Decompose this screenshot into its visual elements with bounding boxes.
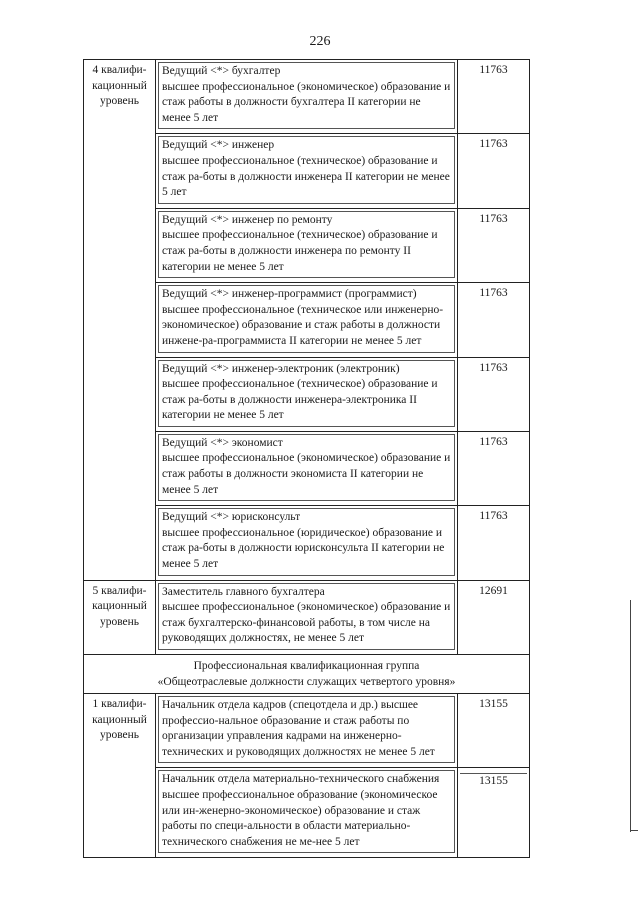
position-box bbox=[158, 285, 455, 352]
position-box bbox=[158, 360, 455, 427]
position-title: Начальник отдела кадров (спецотдела и др.) высшее профессио-нальное образование и стаж работы по организации управления кадрами на инженерно-технических и руководящих должностях не менее 5 лет bbox=[162, 699, 435, 758]
salary-value: 11763 bbox=[479, 138, 508, 151]
position-requirements: высшее профессиональное (техническое) образование и стаж ра-боты в должности инженера II категории не менее 5 лет bbox=[162, 154, 450, 199]
salary-value: 11763 bbox=[479, 361, 508, 374]
salary-value: 12691 bbox=[479, 584, 508, 597]
salary-value: 13155 bbox=[479, 775, 508, 788]
salary-amount bbox=[458, 431, 530, 505]
position-title: Заместитель главного бухгалтера bbox=[162, 585, 325, 598]
position-title: Ведущий <*> инженер-электроник (электроник) bbox=[162, 362, 400, 375]
position-requirements: высшее профессиональное (экономическое) образование и стаж работы в должности бухгалтера II категории не менее 5 лет bbox=[162, 80, 451, 124]
position-requirements: высшее профессиональное (техническое) образование и стаж ра-боты в должности инженера-электроника II категории не менее 5 лет bbox=[162, 378, 438, 422]
salary-box bbox=[460, 773, 527, 790]
salary-value: 11763 bbox=[479, 510, 508, 523]
position-title: Ведущий <*> бухгалтер bbox=[162, 65, 281, 77]
position-cell bbox=[156, 768, 458, 858]
position-cell bbox=[156, 506, 458, 580]
position-requirements: высшее профессиональное (экономическое) образование и стаж работы в должности экономиста II категории не менее 5 лет bbox=[162, 452, 451, 496]
salary-value: 11763 bbox=[479, 435, 508, 448]
table-row bbox=[84, 580, 530, 654]
qualification-level-label: 4 квалифи- кационный уровень bbox=[92, 64, 147, 108]
salary-amount bbox=[458, 60, 530, 134]
salary-value: 11763 bbox=[479, 287, 508, 300]
scan-edge-tick bbox=[630, 830, 638, 831]
salary-amount bbox=[458, 283, 530, 357]
position-requirements: высшее профессиональное (экономическое) образование и стаж бухгалтерско-финансовой работы, в том числе на руководящих должностях, не менее 5 лет bbox=[162, 601, 451, 645]
position-requirements: высшее профессиональное (юридическое) образование и стаж ра-боты в должности юрисконсульта II категории не менее 5 лет bbox=[162, 526, 445, 571]
group-header bbox=[84, 655, 530, 694]
table-row bbox=[84, 60, 530, 134]
position-title: Начальник отдела материально-технического снабжения bbox=[162, 773, 440, 786]
qualification-level bbox=[84, 694, 156, 858]
position-title: Ведущий <*> инженер по ремонту bbox=[162, 213, 333, 226]
salary-amount bbox=[458, 357, 530, 431]
position-title: Ведущий <*> юрисконсульт bbox=[162, 511, 301, 524]
position-box bbox=[158, 508, 455, 575]
salary-amount bbox=[458, 768, 530, 858]
group-header-line1: Профессиональная квалификационная группа bbox=[193, 660, 420, 672]
salary-amount bbox=[458, 506, 530, 580]
salary-value: 13155 bbox=[479, 698, 508, 710]
qualification-level-label: 5 квалифи- кационный уровень bbox=[92, 584, 147, 628]
position-cell bbox=[156, 283, 458, 357]
position-box bbox=[158, 434, 455, 501]
position-box bbox=[158, 211, 455, 278]
position-cell bbox=[156, 431, 458, 505]
position-cell bbox=[156, 694, 458, 768]
position-box bbox=[158, 770, 455, 853]
table-row bbox=[84, 694, 530, 768]
position-title: Ведущий <*> инженер-программист (программист) bbox=[162, 288, 417, 301]
position-title: Ведущий <*> инженер bbox=[162, 139, 275, 152]
salary-amount bbox=[458, 134, 530, 208]
salary-table bbox=[83, 59, 530, 858]
position-box bbox=[158, 136, 455, 203]
salary-amount bbox=[458, 580, 530, 654]
position-box bbox=[158, 62, 455, 129]
salary-amount bbox=[458, 208, 530, 282]
page-number: 226 bbox=[309, 34, 331, 49]
salary-value: 11763 bbox=[479, 212, 508, 225]
position-requirements: высшее профессиональное (техническое) образование и стаж ра-боты в должности инженера по ремонту II категории не менее 5 лет bbox=[162, 229, 438, 273]
qualification-level-label: 1 квалифи- кационный уровень bbox=[92, 698, 147, 742]
group-header-row bbox=[84, 655, 530, 694]
position-box bbox=[158, 696, 455, 763]
position-cell bbox=[156, 208, 458, 282]
position-cell bbox=[156, 60, 458, 134]
position-cell bbox=[156, 580, 458, 654]
position-box bbox=[158, 583, 455, 650]
qualification-level bbox=[84, 60, 156, 581]
scan-edge-line bbox=[630, 600, 631, 832]
salary-amount bbox=[458, 694, 530, 768]
position-requirements: высшее профессиональное (техническое или инженерно-экономическое) образование и стаж работы в должности инжене-ра-программиста II категории не менее 5 лет bbox=[162, 303, 444, 347]
position-title: Ведущий <*> экономист bbox=[162, 436, 283, 449]
group-header-line2: «Общеотраслевые должности служащих четвертого уровня» bbox=[157, 676, 456, 688]
position-cell bbox=[156, 357, 458, 431]
position-requirements: высшее профессиональное образование (экономическое или ин-женерно-экономическое) образование и стаж работы по специ-альности в области материально-технического снабжения не ме-нее 5 лет bbox=[162, 788, 438, 848]
qualification-level bbox=[84, 580, 156, 654]
salary-value: 11763 bbox=[479, 64, 508, 76]
position-cell bbox=[156, 134, 458, 208]
